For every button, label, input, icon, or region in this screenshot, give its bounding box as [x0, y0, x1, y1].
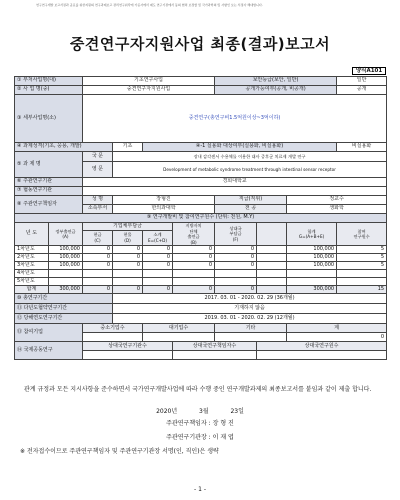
sub-value: 0 [143, 262, 173, 270]
budget-header-cash: 현금 (C) [83, 230, 113, 246]
cash-value [83, 270, 113, 278]
partner-inst-label: 상대국연구기관수 [83, 342, 173, 351]
company-total-value: 0 [287, 333, 387, 342]
pi-dept-label: 소속부서 [83, 205, 113, 214]
table-row [15, 262, 387, 270]
multi-year-label: ⑪ 다년도협약연구기간 [15, 304, 113, 314]
staff-value: 5 [337, 262, 387, 270]
budget-header-kind: 현물 (D) [113, 230, 143, 246]
total-kind: 0 [113, 286, 143, 294]
total-blank [257, 286, 287, 294]
cash-value: 0 [83, 262, 113, 270]
budget-section-label: ⑨ 연구개발비 및 참여연구원수 (단위: 천원, M.Y) [15, 214, 387, 223]
blank-value [257, 262, 287, 270]
participating-company-label: ⑬ 참여기업 [15, 324, 83, 342]
total-value: 100,000 [287, 254, 337, 262]
blank-value [257, 246, 287, 254]
other-company-label: 기타 [215, 324, 287, 333]
lead-institution-value: 경희대학교 [83, 178, 387, 187]
task-character-value: 기초 [113, 143, 143, 152]
total-value: 100,000 [287, 262, 337, 270]
kind-value [113, 278, 143, 286]
program-name-label: ② 사 업 명(중) [15, 86, 83, 95]
task-title-label: ⑤ 과 제 명 [15, 152, 83, 178]
total-period-label: ⑩ 총연구기간 [15, 294, 113, 304]
sub-program-value: 중견연구(총연구비1.5억원이상~3억이하) [83, 95, 387, 143]
year-label: 3차년도 [15, 262, 49, 270]
gov-value [49, 270, 83, 278]
local-value: 0 [173, 262, 215, 270]
date-day: 23일 [230, 408, 244, 415]
ministry-program-label: ① 부처사업명(대) [15, 77, 83, 86]
top-notice: 연구연구개발 보고서결과 공표를 위한지원의 연구과제보고 관리연구위탁에 가공사에서 제도 연구기관에서 동의 협력 보정할 및 국가과학의 및 사항인 보는 서정사 해대합니다. [36, 3, 263, 7]
staff-value: 5 [337, 254, 387, 262]
total-sub: 0 [143, 286, 173, 294]
program-name-value: 중견연구자지원사업 [83, 86, 215, 95]
year-label: 2차년도 [15, 254, 49, 262]
pi-name-label: 성 명 [83, 196, 113, 205]
sub-value [143, 278, 173, 286]
current-period-value: 2019. 03. 01 - 2020. 02. 29 (12개월) [113, 314, 387, 324]
budget-header-staff: 참여 연구원수 [337, 223, 387, 246]
ministry-program-value: 기초연구사업 [83, 77, 215, 86]
total-row-label: 합계 [15, 286, 49, 294]
pi-signature-label: 주관연구책임자 : [166, 420, 211, 427]
budget-header-local: 지방자치 단체 출연금 (B) [173, 223, 215, 246]
other-value [215, 278, 257, 286]
partner-pi-value [173, 351, 257, 360]
budget-header-gov: 정부출연금 (A) [49, 223, 83, 246]
year-label: 1차년도 [15, 246, 49, 254]
security-grade-label: 보안등급(보안, 일반) [215, 77, 337, 86]
submission-paragraph: 관계 규정과 모든 지시사항을 준수하면서 국가연구개발사업에 따라 수행 중인 연구개발과제의 최종보고서를 붙임과 같이 제출 합니다. [24, 386, 372, 393]
blank-value [257, 254, 287, 262]
kind-value: 0 [113, 246, 143, 254]
practical-use-label: ④-1 실용화 대상여부(실용화, 비실용화) [143, 143, 337, 152]
blank-value [257, 270, 287, 278]
pi-major-value: 생화학 [287, 205, 387, 214]
coop-institution-value [83, 187, 387, 196]
budget-header-sub: 소계 E=(C+D) [143, 230, 173, 246]
staff-value [337, 278, 387, 286]
budget-header-blank [257, 223, 287, 246]
intl-research-label: ⑭ 국제공동연구 [15, 342, 83, 360]
coop-institution-label: ⑦ 협동연구기관 [15, 187, 83, 196]
budget-header-year: 년 도 [15, 223, 49, 246]
pi-rank-label: 직급(직위) [215, 196, 287, 205]
page-number: - 1 - [194, 486, 206, 493]
date-month: 3월 [199, 408, 209, 415]
local-value: 0 [173, 246, 215, 254]
other-company-value [215, 333, 287, 342]
table-row [15, 246, 387, 254]
sub-program-label: ③ 세부사업명(소) [15, 95, 83, 143]
budget-header-total: 합계 G=(A+B+E) [287, 223, 337, 246]
partner-researcher-label: 상대국연구원수 [257, 342, 387, 351]
local-value [173, 270, 215, 278]
head-signature-line [0, 432, 400, 441]
other-value: 0 [215, 246, 257, 254]
budget-header-corp: 기업체부담금 [83, 223, 173, 231]
footnote: ※ 전자접수이므로 주관연구책임자 및 주관연구기관장 서명(인, 직인)은 생략 [20, 448, 219, 455]
local-value: 0 [173, 254, 215, 262]
head-signature-name: 이 재 엽 [212, 434, 234, 441]
security-grade-value: 일반 [337, 77, 387, 86]
kind-value: 0 [113, 254, 143, 262]
sub-value [143, 270, 173, 278]
total-other: 0 [215, 286, 257, 294]
total-value [287, 278, 337, 286]
pi-dept-value: 한의과대학 [113, 205, 215, 214]
pi-rank-value: 정교수 [287, 196, 387, 205]
table-row [15, 270, 387, 278]
english-title-value: Development of metabolic syndrome treatment through intestinal sensor receptor [113, 162, 387, 178]
large-company-value [143, 333, 215, 342]
staff-value [337, 270, 387, 278]
page-title: 중견연구자지원사업 최종(결과)보고서 [69, 35, 331, 53]
total-gov: 300,000 [49, 286, 83, 294]
table-row [15, 278, 387, 286]
head-signature-label: 주관연구기관장 : [166, 434, 211, 441]
partner-inst-value [83, 351, 173, 360]
local-value [173, 278, 215, 286]
year-label: 5차년도 [15, 278, 49, 286]
lead-institution-label: ⑥ 주관연구기관 [15, 178, 83, 187]
submission-date [0, 406, 400, 415]
practical-use-value: 비실용화 [337, 143, 387, 152]
total-total: 300,000 [287, 286, 337, 294]
large-company-label: 대기업수 [143, 324, 215, 333]
pi-signature-line [0, 418, 400, 427]
date-year: 2020년 [156, 408, 178, 415]
disclosure-label: 공개가능여부(공개, 비공개) [215, 86, 337, 95]
total-value: 100,000 [287, 246, 337, 254]
task-character-label: ④ 과제성격(기초, 응용, 개발) [15, 143, 113, 152]
english-title-label: 영 문 [83, 162, 113, 178]
staff-value: 5 [337, 246, 387, 254]
sub-value: 0 [143, 246, 173, 254]
total-local: 0 [173, 286, 215, 294]
report-form-table [14, 76, 387, 360]
year-label: 4차년도 [15, 270, 49, 278]
other-value [215, 270, 257, 278]
pi-signature-name: 장 형 진 [212, 420, 234, 427]
principal-investigator-label: ⑧ 주관연구책임자 [15, 196, 83, 214]
gov-value: 100,000 [49, 254, 83, 262]
gov-value: 100,000 [49, 246, 83, 254]
company-total-label: 계 [287, 324, 387, 333]
blank-value [257, 278, 287, 286]
sme-count-label: 중소기업수 [83, 324, 143, 333]
cash-value: 0 [83, 246, 113, 254]
total-period-value: 2017. 03. 01 - 2020. 02. 29 (36개월) [113, 294, 387, 304]
total-staff: 15 [337, 286, 387, 294]
disclosure-value: 공개 [337, 86, 387, 95]
pi-major-label: 전 공 [215, 205, 287, 214]
kind-value: 0 [113, 262, 143, 270]
cash-value [83, 278, 113, 286]
table-row [15, 254, 387, 262]
kind-value [113, 270, 143, 278]
korean-title-label: 국 문 [83, 152, 113, 162]
partner-researcher-value [257, 351, 387, 360]
gov-value: 100,000 [49, 262, 83, 270]
total-row [15, 286, 387, 294]
total-cash: 0 [83, 286, 113, 294]
sme-count-value [83, 333, 143, 342]
form-code-badge: 양식A101 [352, 67, 386, 75]
current-period-label: ⑫ 당해연도연구기간 [15, 314, 113, 324]
total-value [287, 270, 337, 278]
korean-title-value: 장내 감각센서 수용체를 이용한 대사 증후군 치료제 개발 연구 [113, 152, 387, 162]
gov-value [49, 278, 83, 286]
multi-year-value: 기재하지 않음 [113, 304, 387, 314]
sub-value: 0 [143, 254, 173, 262]
other-value: 0 [215, 254, 257, 262]
pi-name-value: 장형진 [113, 196, 215, 205]
other-value: 0 [215, 262, 257, 270]
cash-value: 0 [83, 254, 113, 262]
budget-header-other: 상대국 부담금 (F) [215, 223, 257, 246]
partner-pi-label: 상대국연구책임자수 [173, 342, 257, 351]
